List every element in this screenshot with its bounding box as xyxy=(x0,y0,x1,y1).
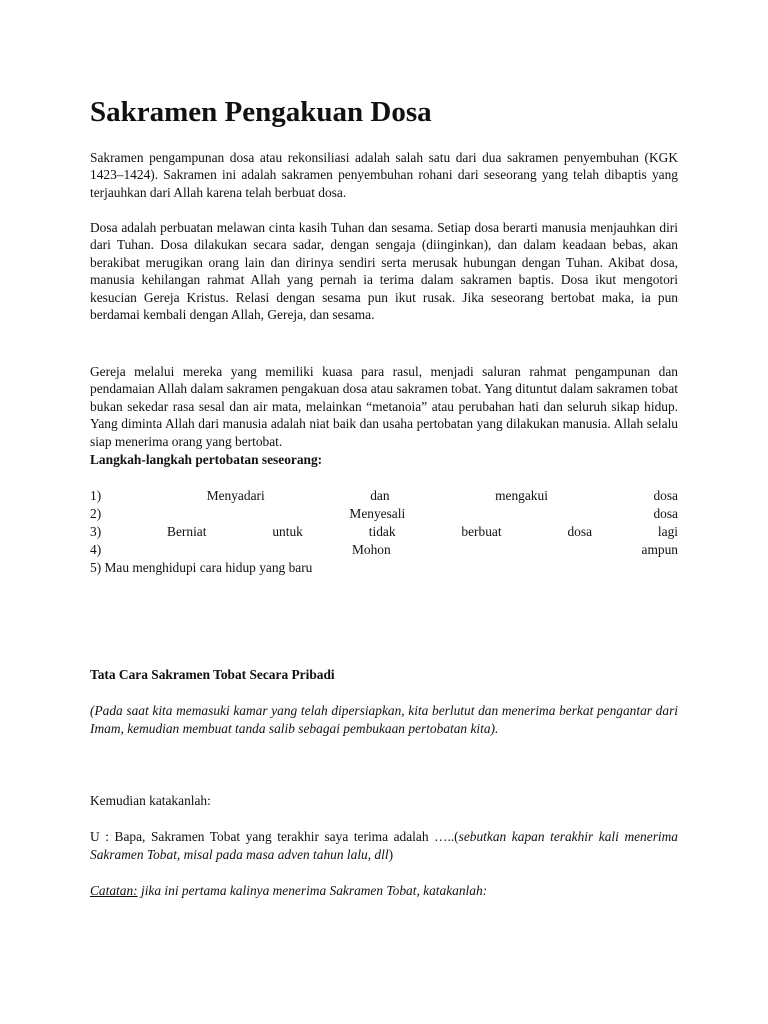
u-statement-italic: sebutkan kapan terakhir kali menerima Sakramen Tobat, misal pada masa adven tahun lalu, dll xyxy=(90,829,678,862)
u-statement-text: U : Bapa, Sakramen Tobat yang terakhir saya terima adalah …..( xyxy=(90,829,459,844)
steps-heading: Langkah-langkah pertobatan seseorang: xyxy=(90,452,323,467)
kemudian-line: Kemudian katakanlah: xyxy=(90,793,211,808)
list-item: 5) Mau menghidupi cara hidup yang baru xyxy=(90,560,313,575)
paragraph-sin: Dosa adalah perbuatan melawan cinta kasih Tuhan dan sesama. Setiap dosa berarti manusia menjauhkan diri dari Tuhan. Dosa dilakukan secara sadar, dengan sengaja (diinginkan), dan dalam keadaan bebas, akan berakibat merugikan orang lain dan dirinya sendiri serta merusak hubungan dengan Tuhan. Akibat dosa, manusia kehilangan rahmat Allah yang pernah ia terima dalam sakramen baptis. Dosa ikut mengotori kesucian Gereja Kristus. Relasi dengan sesama pun ikut rusak. Jika seseorang bertobat maka, ia pun berdamai kembali dengan Allah, Gereja, dan sesama. xyxy=(90,220,678,323)
italic-note: (Pada saat kita memasuki kamar yang telah dipersiapkan, kita berlutut dan menerima berkat pengantar dari Imam, kemudian membuat tanda salib sebagai pembukaan pertobatan kita). xyxy=(90,703,678,736)
u-statement-close: ) xyxy=(388,847,394,862)
catatan-label: Catatan: xyxy=(90,883,138,898)
list-item: 1) Menyadari dan mengakui dosa xyxy=(90,488,678,503)
steps-list xyxy=(90,487,678,577)
document-title: Sakramen Pengakuan Dosa xyxy=(90,96,432,128)
list-item: 3) Berniat untuk tidak berbuat dosa lagi xyxy=(90,524,678,539)
list-item: 4) Mohon ampun xyxy=(90,542,678,557)
catatan-line xyxy=(90,882,487,900)
list-item: 2) Menyesali dosa xyxy=(90,506,678,521)
paragraph-church: Gereja melalui mereka yang memiliki kuasa para rasul, menjadi saluran rahmat pengampunan dan pendamaian Allah dalam sakramen pengakuan dosa atau sakramen tobat. Yang dituntut dalam sakramen tobat bukan sekedar rasa sesal dan air mata, melainkan “metanoia” atau perubahan hati dan seluruh sikap hidup. Yang diminta Allah dari manusia adalah niat baik dan usaha pertobatan yang dilakukan manusia. Allah selalu siap menerima orang yang bertobat. xyxy=(90,364,678,449)
paragraph-definition: Sakramen pengampunan dosa atau rekonsiliasi adalah salah satu dari dua sakramen penyembuhan (KGK 1423–1424). Sakramen ini adalah sakramen penyembuhan rohani dari seseorang yang telah dibaptis yang terjauhkan dari Allah karena telah berbuat dosa. xyxy=(90,150,678,200)
catatan-text: jika ini pertama kalinya menerima Sakramen Tobat, katakanlah: xyxy=(137,883,488,898)
u-statement xyxy=(90,828,678,864)
section-title: Tata Cara Sakramen Tobat Secara Pribadi xyxy=(90,667,335,682)
